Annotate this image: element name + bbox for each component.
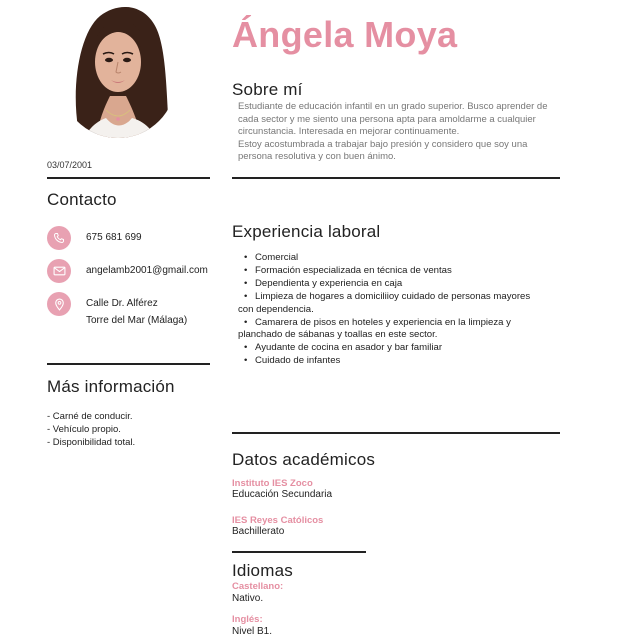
person-name: Ángela Moya [232,14,458,55]
birth-date: 03/07/2001 [47,160,93,170]
education-degree: Bachillerato [232,526,285,537]
languages-title: Idiomas [232,561,293,580]
address-line-2: Torre del Mar (Málaga) [86,315,188,326]
about-title: Sobre mí [232,80,303,99]
about-text [238,101,560,164]
address-line-1: Calle Dr. Alférez [86,298,158,309]
about-paragraph: Estoy acostumbrada a trabajar bajo presión y considero que soy una persona resolutiva y con buen ánimo. [238,138,528,163]
divider [232,432,560,434]
list-item: • Ayudante de cocina en asador y bar familiar [244,342,443,354]
experience-list [238,252,560,368]
list-item: - Carné de conducir. [47,411,133,422]
list-item: - Vehículo propio. [47,424,121,435]
divider [47,177,210,179]
list-item: • Comercial [244,252,299,263]
education-degree: Educación Secundaria [232,489,333,500]
contact-title: Contacto [47,190,117,209]
language-name: Inglés: [232,614,263,625]
about-paragraph: Estudiante de educación infantil en un grado superior. Busco aprender de cada sector y me siento una persona apta para amoldarme a cualquier circunstancia. Interesada en mejorar continuamente. [238,101,548,138]
language-level: Nivel B1. [232,626,273,637]
divider [47,363,210,365]
list-item: - Disponibilidad total. [47,437,136,448]
contact-phone[interactable]: 675 681 699 [86,232,142,243]
more-info-title: Más información [47,377,175,396]
more-info-list [47,410,135,449]
list-item: • Cuidado de infantes [244,355,341,367]
profile-photo [60,4,176,138]
language-level: Nativo. [232,593,264,604]
education-title: Datos académicos [232,450,376,469]
list-item: • Camarera de pisos en hoteles y experiencia en la limpieza y planchado de sábanas y toallas en este sector. [238,316,511,341]
list-item: • Limpieza de hogares a domiciliioy cuidado de personas mayores con dependencia. [238,290,531,315]
education-school: IES Reyes Católicos [232,515,324,526]
education-school: Instituto IES Zoco [232,478,313,489]
contact-address [86,295,187,329]
email-icon [47,259,71,283]
phone-icon [47,226,71,250]
location-icon [47,292,71,316]
divider [232,177,560,179]
contact-email[interactable]: angelamb2001@gmail.com [86,265,208,276]
divider [232,551,366,553]
list-item: • Dependienta y experiencia en caja [244,277,403,289]
language-name: Castellano: [232,581,284,592]
list-item: • Formación especializada en técnica de ventas [244,264,452,276]
experience-title: Experiencia laboral [232,222,381,241]
